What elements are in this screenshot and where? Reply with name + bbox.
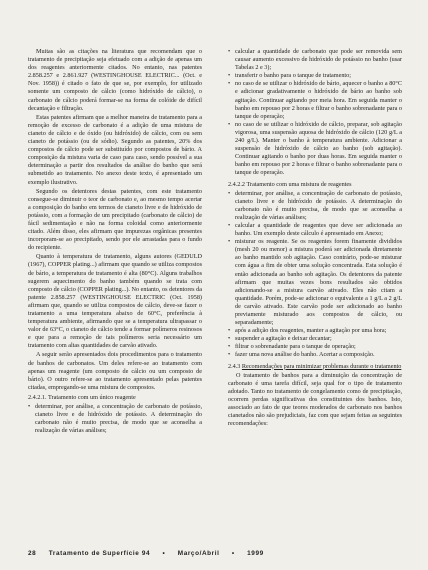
bullet-list bbox=[28, 403, 202, 435]
list-item: • filtrar o sobrenadante para o tanque de operação; bbox=[228, 343, 402, 351]
issue-months: Março/Abril bbox=[177, 550, 220, 557]
list-item: • misturar os reagente. Se os reagentes forem finamente divididos (mesh 20 ou menor) a mistura poderá ser adicionada diretamente ao banho mantido sob agitação. Caso contrário, pode-se misturar com água a fim de obter uma solução concentrada. Esta solução é então adicionada ao banho sob agitação. Os detentores da patente afirmam que muitas vezes bons resultados são obtidos adicionando-se a mistura carvão ativado. Eles não citam a quantidade. Porém, pode-se adicionar o equivalente a 1 g/L a 2 g/L de carvão ativado. Este carvão pode ser adicionado ao banho previamente misturado aos compostos de cálcio, ou separadamente; bbox=[228, 238, 402, 327]
paragraph: Quanto à temperatura de tratamento, alguns autores (GEDULD (1967), COPPER plating...) afirmam que quando se utiliza compostos de bário, a temperatura de tratamento é alta (80°C). Alguns trabalhos sugerem aquecimento do banho também quando se trata com composto de cálcio (COPPER plating...). No entanto, os detentores da patente 2.858.257 (WESTINGHOUSE ELECTRIC (Oct. 1958) afirmam que, quando se utiliza compostos de cálcio, deve-se fazer o tratamento a uma temperatura abaixo de 60°C, preferência à temperatura ambiente, afirmando que se a temperatura ultrapassar o valor de 63°C, o cianeto de cálcio tende a formar polímeros resinosos e que para a remoção de tais polímeros seria necessário um tratamento com altas quantidades de carvão ativado. bbox=[28, 253, 202, 350]
list-item: • calcular a quantidade de reagentes que deve ser adicionada ao banho. Um exemplo deste cálculo é apresentado em Anexo; bbox=[228, 222, 402, 238]
bullet-list bbox=[228, 48, 402, 178]
paragraph: Segundo os detentores destas patentes, com este tratamento consegue-se diminuir o teor de carbonato e, ao mesmo tempo acertar a composição do banho em termos de cianeto livre e de hidróxido de potássio, com a formação de um precipitado (carbonato de cálcio) de fácil sedimentação e não na forma coloidal como anteriormente citado. Além disso, eles afirmam que impurezas orgânicas presentes incorporam-se ao precipitado, sendo por ele arrastadas para o fundo do recipiente. bbox=[28, 187, 202, 252]
footer-separator: • bbox=[162, 550, 166, 557]
right-column bbox=[228, 48, 402, 429]
list-item: • determinar, por análise, a concentração de carbonato de potássio, cianeto livre e de hidróxido de potássio. A determinação do carbonato não é muito precisa, de modo que se aconselha a realização de várias análises; bbox=[228, 190, 402, 222]
page-number: 28 bbox=[28, 550, 37, 557]
list-item: • transferir o banho para o tanque de tratamento; bbox=[228, 72, 402, 80]
section-subheading-recommendations bbox=[228, 363, 402, 371]
list-item: • após a adição dos reagentes, manter a agitação por uma hora; bbox=[228, 327, 402, 335]
list-item: • no caso de se utilizar o hidróxido de bário, aquecer o banho a 80°C e adicionar gradativamente o hidróxido de bário ao banho sob agitação. Continuar agitando por meia hora. Em seguida manter o banho em repouso por 2 horas e filtrar o banho sobrenadante para o tanque de operação; bbox=[228, 80, 402, 120]
section-title: Recomendações para minimizar problemas durante o tratamento bbox=[241, 362, 402, 370]
section-subheading: 2.4.2.1. Tratamento com um único reagente bbox=[28, 393, 136, 401]
list-item: • no caso de se utilizar o hidróxido de cálcio, preparar, sob agitação vigorosa, uma suspensão aquosa de hidróxido de cálcio (120 g/L a 240 g/L). Manter o banho à temperatura ambiente. Adicionar a suspensão de hidróxido de cálcio ao banho (sob agitação). Continuar agitando o banho por duas horas. Em seguida manter o banho em repouso por 2 horas e filtrar o banho sobrenadante para o tanque de operação. bbox=[228, 121, 402, 178]
list-item: • fazer uma nova análise do banho. Acertar a composição. bbox=[228, 351, 402, 359]
left-column bbox=[28, 48, 202, 435]
section-number: 2.4.3 bbox=[228, 362, 241, 370]
paragraph: Estas patentes afirmam que a melhor maneira de tratamento para a remoção de excesso de carbonato é a adição de uma mistura de cianeto de cálcio e de óxido (ou hidróxido) de cálcio, com ou sem cianeto de potássio (ou de sódio). Segundo as patentes, 20% dos compostos de cálcio pode ser substituído por compostos de bário. A composição da mistura varia de caso para caso, sendo possível a sua determinação a partir dos resultados da análise do banho que será submetido ao tratamento. No anexo deste texto, é apresentado um exemplo ilustrativo. bbox=[28, 113, 202, 186]
journal-name: Tratamento de Superfície 94 bbox=[48, 550, 151, 557]
list-item: • suspender a agitação e deixar decantar; bbox=[228, 335, 402, 343]
paragraph: O tratamento de banhos para a diminuição da concentração de carbonato é uma tarefa difícil, seja qual for o tipo de tratamento adotado. Tanto no tratamento de congelamento como de precipitação, ocorrem perdas significativas dos constituintes dos banhos. Isto, associado ao fato de que teores moderados de carbonato nos banhos cianetados não são prejudiciais, faz com que sejam feitas as seguintes recomendações: bbox=[228, 371, 402, 428]
list-item: • determinar, por análise, a concentração de carbonato de potássio, cianeto livre e de hidróxido de potássio. A determinação do carbonato não é muito precisa, de modo que se aconselha a realização de várias análises; bbox=[28, 403, 202, 435]
paragraph: A seguir serão apresentados dois procedimentos para o tratamento de banhos de carbonatos. Um deles refere-se ao tratamento com apenas um reagente (um composto de cálcio ou um composto de bário). O outro refere-se ao tratamento apresentado pelas patentes citadas, empregando-se uma mistura de compostos. bbox=[28, 351, 202, 391]
paragraph: Muitas são as citações na literatura que recomendam que o tratamento de precipitação seja efetuado com a adição de apenas um dos reagentes anteriormente citados. No entanto, nas patentes 2.858.257 e 2.861.927 (WESTINGHOUSE ELECTRIC... (Oct. e Nov. 1958)) é citado o fato de que se, por exemplo, for utilizado somente um composto de cálcio (como hidróxido de cálcio), o carbonato de cálcio poderá formar-se na forma de colóide de difícil decantação e filtração. bbox=[28, 48, 202, 112]
issue-year: 1999 bbox=[247, 550, 264, 557]
bullet-list bbox=[228, 190, 402, 360]
section-subheading: 2.4.2.2 Tratamento com uma mistura de reagentes bbox=[228, 180, 352, 188]
page-footer bbox=[28, 550, 408, 557]
list-item: • calcular a quantidade de carbonato que pode ser removida sem causar aumento excessivo de hidróxido de potássio no banho (usar Tabelas 2 e 3); bbox=[228, 48, 402, 72]
footer-separator: • bbox=[231, 550, 235, 557]
